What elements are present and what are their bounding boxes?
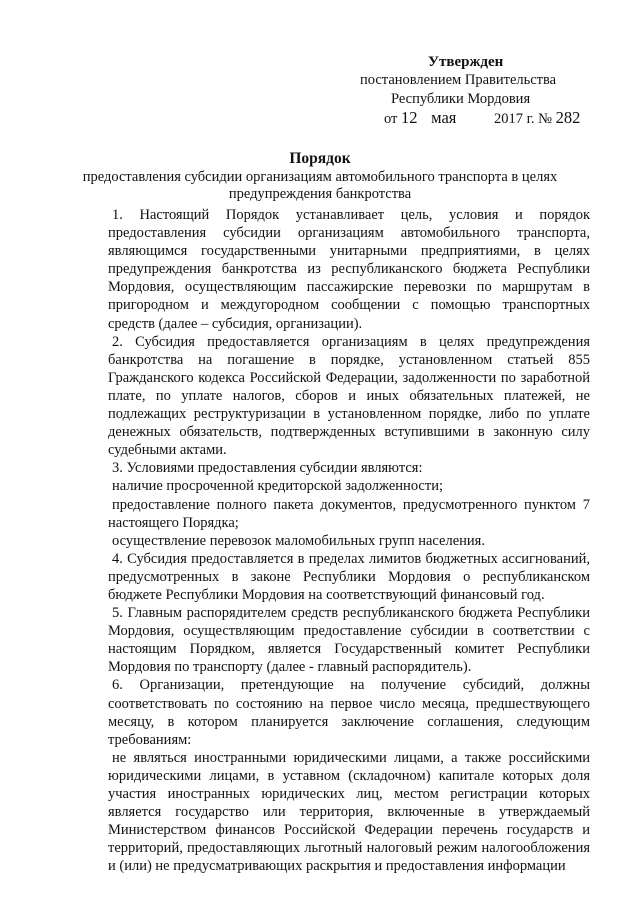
date-prefix: от (384, 111, 398, 127)
paragraph-5: 5. Главным распорядителем средств республиканского бюджета Республики Мордовия, осуществляющим предоставление субсидии в соответствии с настоящим Порядком, является Государственный комитет Республики Мордовия по транспорту (далее - главный распорядитель). (108, 605, 590, 676)
approval-line-resolution: постановлением Правительства (360, 72, 557, 88)
date-day: 12 (401, 108, 418, 127)
approval-title: Утвержден (428, 54, 504, 70)
requirement-item-1: не являться иностранными юридическими лицами, а также российскими юридическими лицами, в уставном (складочном) капитале которых доля участия иностранных юридических лиц, местом регистрации которых является государство или территория, включенные в утверждаемый Министерством финансов Российской Федерации перечень государств и территорий, предоставляющих льготный налоговый режим налогообложения и (или) не предусматривающих раскрытия и предоставления информации (108, 749, 590, 875)
condition-item-3: осуществление перевозок маломобильных групп населения. (112, 532, 485, 549)
approval-line-republic: Республики Мордовия (391, 91, 531, 107)
paragraph-1: 1. Настоящий Порядок устанавливает цель, условия и порядок предоставления субсидии организациям автомобильного транспорта, являющимся государственными унитарными предприятиями, в целях предупреждения банкротства из республиканского бюджета Республики Мордовия, осуществляющим пассажирские перевозки по маршрутам в пригородном и междугородном сообщении с помощью транспортных средств (далее – субсидия, организации). (108, 207, 590, 332)
paragraph-6: 6. Организации, претендующие на получение субсидий, должны соответствовать по состоянию на первое число месяца, предшествующего месяцу, в котором планируется заключение соглашения, следующим требованиям: (108, 677, 590, 748)
document-body (108, 206, 590, 875)
document-subtitle-line-2: предупреждения банкротства (228, 186, 412, 202)
paragraph-4: 4. Субсидия предоставляется в пределах лимитов бюджетных ассигнований, предусмотренных в законе Республики Мордовия о республиканском бюджете Республики Мордовия на соответствующий финансовый год. (108, 550, 590, 603)
resolution-number: 282 (555, 108, 581, 127)
paragraph-3: 3. Условиями предоставления субсидии являются: (112, 460, 423, 477)
document-subtitle-line-1: предоставления субсидии организациям автомобильного транспорта в целях (82, 169, 558, 185)
condition-item-1: наличие просроченной кредиторской задолженности; (112, 478, 443, 495)
document-title: Порядок (289, 150, 351, 167)
condition-item-2: предоставление полного пакета документов, предусмотренного пунктом 7 настоящего Порядка; (108, 496, 590, 531)
paragraph-2: 2. Субсидия предоставляется организациям в целях предупреждения банкротства на погашение в порядке, установленном статьей 855 Гражданского кодекса Российской Федерации, задолженности по заработной плате, по уплате налогов, сборов и иных обязательных платежей, не подлежащих реструктуризации в установленном порядке, либо по уплате денежных обязательств, подтвержденных вступившими в законную силу судебными актами. (108, 333, 590, 459)
date-year: 2017 г. № (494, 111, 553, 127)
approval-date-line (384, 108, 594, 128)
date-month: мая (431, 108, 457, 127)
